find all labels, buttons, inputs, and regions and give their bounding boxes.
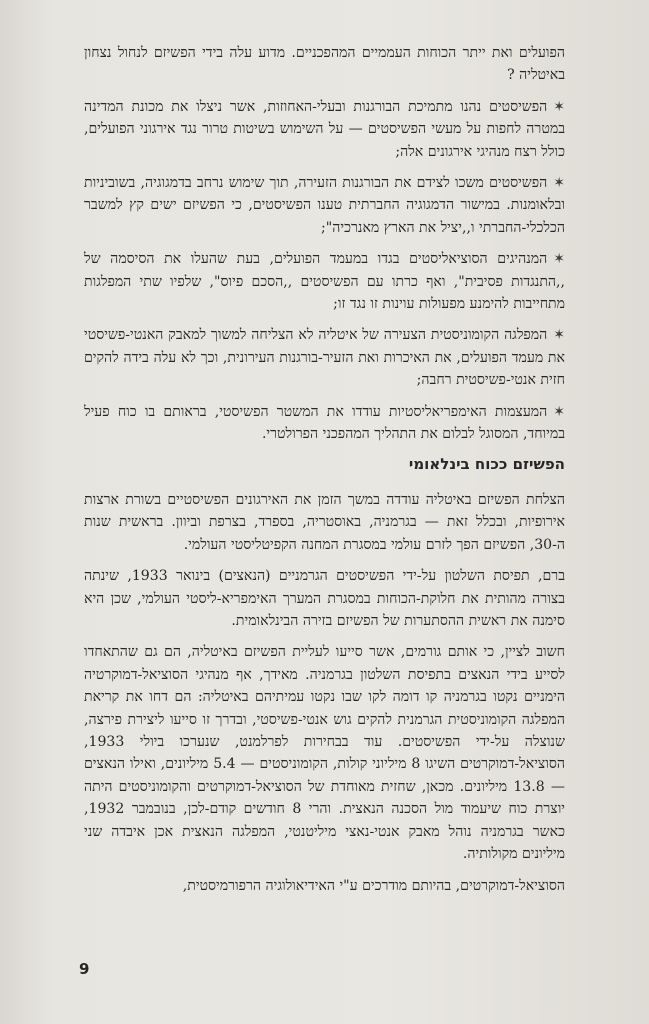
bullet-text: הפשיסטים נהנו מתמיכת הבורגנות ובעלי-האחוזות, אשר ניצלו את מכונת המדינה במטרה לחפות על מעשי הפשיסטים — על השימוש בשיטות טרור נגד אירגוני הפועלים, כולל רצח מנהיגי אירגונים אלה; (84, 98, 565, 160)
star-bullet-icon: ✶ (553, 98, 565, 115)
star-bullet-icon: ✶ (553, 251, 565, 268)
page-number: 9 (79, 960, 90, 978)
bullet-text: הפשיסטים משכו לצידם את הבורגנות הזעירה, תוך שימוש נרחב בדמגוגיה, בשוביניות ובלאומנות. במישור הדמגוגיה החברתית טענו הפשיסטים, כי הפשיזם ישים קץ למשבר הכלכלי-החברתי ו,,יציל את הארץ מאנרכיה"; (84, 175, 565, 236)
bullet-item-4 (84, 324, 565, 391)
section-paragraph-1: הצלחת הפשיזם באיטליה עודדה במשך הזמן את האירגונים הפשיסטיים בשורת ארצות אירופיות, ובכלל זאת — בגרמניה, באוסטריה, בספרד, בצרפת וביוון. בראשית שנות ה-30, הפשיזם הפך לזרם עולמי במסגרת המחנה הקפיטליסטי העולמי. (84, 492, 565, 553)
bullet-item-5 (84, 401, 565, 446)
bullet-item-1 (84, 96, 565, 163)
section-body (84, 489, 565, 897)
star-bullet-icon: ✶ (553, 327, 565, 344)
bullet-text: המפלגה הקומוניסטית הצעירה של איטליה לא הצליחה למשוך למאבק האנטי-פשיסטי את מעמד הפועלים, את האיכרות ואת הזעיר-בורגנות העירונית, וכך לא עלה בידה להקים חזית אנטי-פשיסטית רחבה; (84, 327, 565, 389)
section-paragraph-3: חשוב לציין, כי אותם גורמים, אשר סייעו לעליית הפשיזם באיטליה, הם גם שהתאחדו לסייע בידי הנאצים בתפיסת השלטון בגרמניה. מאידך, אף מנהיגי הסוציאל-דמוקרטיה הימניים נקטו בגרמניה קו דומה לקו שבו נקטו עמיתיהם באיטליה: הם דחו את קריאת המפלגה הקומוניסטית הגרמנית להקים גוש אנטי-פשיסטי, ובדרך זו סייעו ליצירת פירצה, שנוצלה על-ידי הפשיסטים. עוד בבחירות לפרלמנט, שנערכו ביולי 1933, הסוציאל-דמוקרטים השיגו 8 מיליוני קולות, הקומוניסטים — 5.4 מיליונים, ואילו הנאצים — 13.8 מיליונים. מכאן, שחזית מאוחדת של הסוציאל-דמוקרטים והקומוניסטים היתה יוצרת כוח שיעמוד מול הסכנה הנאצית. והרי 8 חודשים קודם-לכן, בנובמבר 1932, כאשר בגרמניה נוהל מאבק אנטי-נאצי מיליטנטי, המפלגה הנאצית אכן איבדה שני מיליונים מקולותיה. (84, 644, 566, 863)
section-heading: הפשיזם ככוח בינלאומי (408, 455, 565, 473)
bullet-text: המנהיגים הסוציאליסטים בגדו במעמד הפועלים, בעת שהעלו את הסיסמה של ,,התנגדות פסיבית", ואף כרתו עם הפשיסטים ,,הסכם פיוס", שלפיו שתי המפלגות מתחייבות להימנע מפעולות עוינות זו נגד זו; (84, 251, 565, 313)
star-bullet-icon: ✶ (553, 175, 565, 192)
bullet-item-3 (84, 248, 565, 315)
bullet-text: המעצמות האימפריאליסטיות עודדו את המשטר הפשיסטי, בראותם בו כוח פעיל במיוחד, המסוגל לבלום את התהליך המהפכני הפרולטרי. (84, 403, 565, 443)
section-paragraph-4: הסוציאל-דמוקרטים, בהיותם מודרכים ע"י האידיאולוגיה הרפורמיסטית, (182, 877, 565, 894)
intro-paragraph: הפועלים ואת ייתר הכוחות העממיים המהפכניים. מדוע עלה בידי הפשיזם לנחול נצחון באיטליה ? (84, 45, 565, 84)
section-paragraph-2: ברם, תפיסת השלטון על-ידי הפשיסטים הגרמניים (הנאצים) בינואר 1933, שינתה בצורה מהותית את חלוקת-הכוחות במסגרת המערך האימפריא-ליסטי העולמי, שכן היא סימנה את ראשית ההסתערות של הפשיזם בזירה הבינלאומית. (84, 568, 565, 630)
bullet-item-2 (84, 172, 565, 239)
star-bullet-icon: ✶ (553, 403, 565, 420)
